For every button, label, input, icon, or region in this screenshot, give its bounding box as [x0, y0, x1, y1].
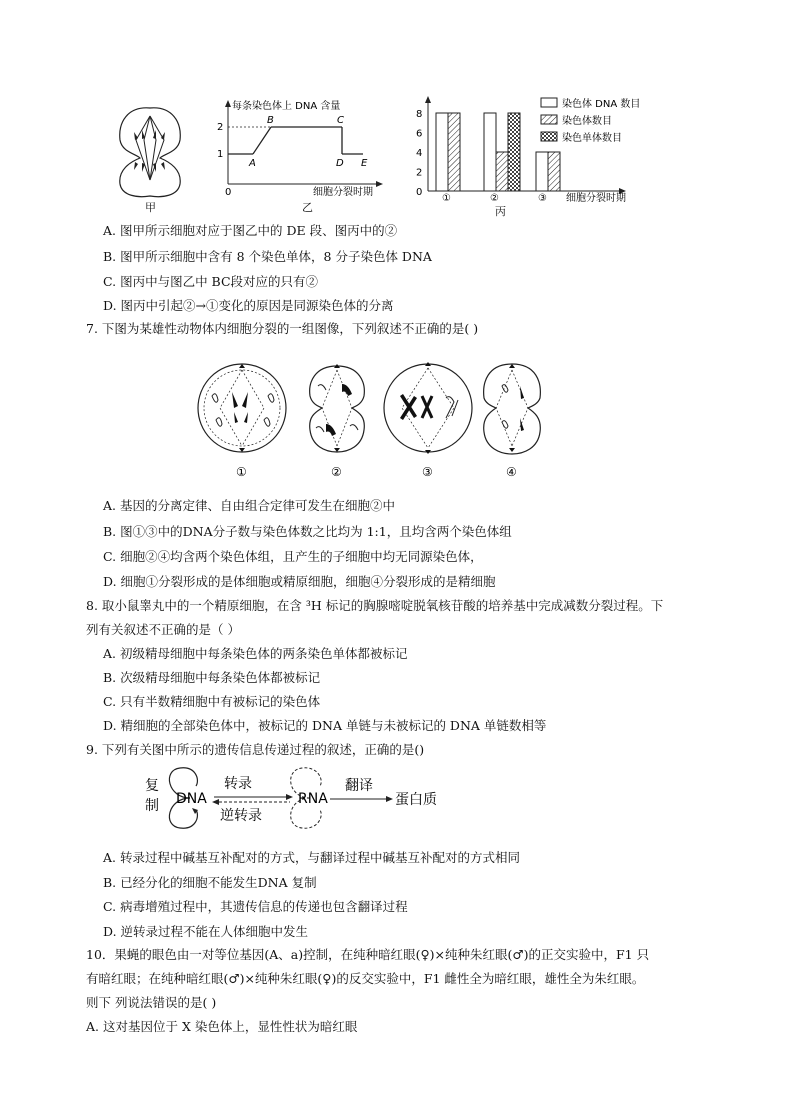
legend-swatch-dna: [541, 98, 557, 107]
bar-1-series-2: [448, 113, 460, 191]
dogma-protein: 蛋白质: [395, 792, 437, 808]
yi-point-d: D: [336, 158, 344, 169]
q9-dogma-diagram: [140, 764, 460, 832]
yi-point-e: E: [361, 158, 368, 169]
dogma-transcription: 转录: [224, 776, 252, 792]
bing-xlabel-2: ②: [490, 193, 499, 204]
dogma-rna: RNA: [298, 791, 328, 807]
cell-jia-figure: [110, 100, 190, 200]
dogma-replication-2: 制: [145, 798, 159, 814]
yi-point-b: B: [267, 115, 274, 126]
bar-1-series-1: [436, 113, 448, 191]
cell-label-4: ④: [506, 465, 517, 479]
q7-option-c: C. 细胞②④均含两个染色体组，且产生的子细胞中均无同源染色体，: [103, 549, 483, 564]
dogma-translation: 翻译: [345, 778, 373, 794]
bing-tick-6: 6: [416, 128, 423, 140]
q10-option-a: A. 这对基因位于 X 染色体上，显性性状为暗红眼: [86, 1019, 358, 1034]
q8-option-c: C. 只有半数精细胞中有被标记的染色体: [103, 694, 321, 709]
legend-chromosome: 染色体数目: [562, 116, 612, 127]
q10-stem-line2: 有暗红眼；在纯种暗红眼(♂)×纯种朱红眼(♀)的反交实验中，F1 雌性全为暗红眼，雄性全为朱红眼。: [86, 971, 645, 986]
figure-bing-label: 丙: [495, 205, 506, 218]
q9-stem: 9. 下列有关图中所示的遗传信息传递过程的叙述，正确的是(): [86, 742, 425, 757]
legend-swatch-chromosome: [541, 115, 557, 124]
q7-option-a: A. 基因的分离定律、自由组合定律可发生在细胞②中: [103, 498, 395, 513]
yi-point-c: C: [337, 115, 344, 126]
q10-stem-line3: 则下 列说法错误的是( ): [86, 995, 217, 1010]
figure-yi-chart: [215, 98, 390, 213]
cell-label-1: ①: [236, 465, 247, 479]
bar-2-series-3: [508, 113, 520, 191]
cell-4-icon: [484, 364, 541, 454]
q8-stem-line2: 列有关叙述不正确的是（ ）: [86, 622, 240, 637]
cell-3-icon: [384, 362, 472, 454]
q9-option-a: A. 转录过程中碱基互补配对的方式，与翻译过程中碱基互补配对的方式相同: [103, 850, 520, 865]
q7-option-b: B. 图①③中的DNA分子数与染色体数之比均为 1:1，且均含两个染色体组: [103, 524, 512, 539]
q7-cells-figure: [190, 360, 560, 485]
q9-option-d: D. 逆转录过程不能在人体细胞中发生: [103, 924, 309, 939]
legend-chromatid: 染色单体数目: [562, 133, 622, 144]
bing-xlabel-1: ①: [442, 193, 451, 204]
q6-option-d: D. 图丙中引起②→①变化的原因是同源染色体的分离: [103, 298, 394, 313]
q8-option-d: D. 精细胞的全部染色体中，被标记的 DNA 单链与未被标记的 DNA 单链数相等: [103, 718, 547, 733]
yi-tick-1: 1: [217, 149, 224, 160]
q6-option-b: B. 图甲所示细胞中含有 8 个染色单体，8 分子染色体 DNA: [103, 249, 432, 264]
legend-dna: 染色体 DNA 数目: [562, 99, 641, 110]
figure-jia-label: 甲: [145, 201, 156, 214]
cell-label-3: ③: [422, 465, 433, 479]
yi-tick-2: 2: [217, 122, 224, 133]
bar-2-series-2: [496, 152, 508, 191]
figure-yi-label: 乙: [302, 201, 313, 214]
yi-ylabel: 每条染色体上 DNA 含量: [232, 101, 341, 112]
bar-3-series-1: [536, 152, 548, 191]
cell-2-icon: [310, 364, 365, 452]
q7-stem: 7. 下图为某雄性动物体内细胞分裂的一组图像，下列叙述不正确的是( ): [86, 321, 479, 336]
q8-option-b: B. 次级精母细胞中每条染色体都被标记: [103, 670, 321, 685]
bing-tick-2: 2: [416, 167, 423, 179]
cell-1-icon: [198, 364, 286, 452]
yi-point-a: A: [249, 158, 256, 169]
cell-label-2: ②: [331, 465, 342, 479]
dogma-replication-1: 复: [145, 778, 159, 794]
q9-option-c: C. 病毒增殖过程中，其遗传信息的传递也包含翻译过程: [103, 899, 408, 914]
bing-xlabel-3: ③: [538, 193, 547, 204]
q6-option-a: A. 图甲所示细胞对应于图乙中的 DE 段、图丙中的②: [103, 223, 398, 238]
figure-bing-chart: [408, 95, 648, 215]
dogma-reverse: 逆转录: [220, 808, 262, 824]
q6-option-c: C. 图丙中与图乙中 BC段对应的只有②: [103, 274, 319, 289]
dogma-dna: DNA: [176, 791, 207, 807]
q8-option-a: A. 初级精母细胞中每条染色体的两条染色单体都被标记: [103, 646, 408, 661]
bing-tick-8: 8: [416, 109, 423, 120]
bing-tick-4: 4: [416, 148, 423, 159]
q9-option-b: B. 已经分化的细胞不能发生DNA 复制: [103, 875, 317, 890]
bing-tick-0: 0: [416, 187, 423, 198]
yi-xlabel: 细胞分裂时期: [313, 187, 373, 198]
bar-2-series-1: [484, 113, 496, 191]
bar-3-series-2: [548, 152, 560, 191]
legend-swatch-chromatid: [541, 132, 557, 141]
yi-origin: 0: [225, 187, 232, 198]
q8-stem-line1: 8. 取小鼠睾丸中的一个精原细胞，在含 ³H 标记的胸腺嘧啶脱氧核苷酸的培养基中完成减数分裂过程。下: [86, 598, 664, 613]
bing-xlabel: 细胞分裂时期: [566, 193, 626, 204]
q10-stem-line1: 10．果蝇的眼色由一对等位基因(A、a)控制，在纯种暗红眼(♀)×纯种朱红眼(♂)的正交实验中，F1 只: [86, 947, 650, 962]
q7-option-d: D. 细胞①分裂形成的是体细胞或精原细胞，细胞④分裂形成的是精细胞: [103, 574, 496, 589]
